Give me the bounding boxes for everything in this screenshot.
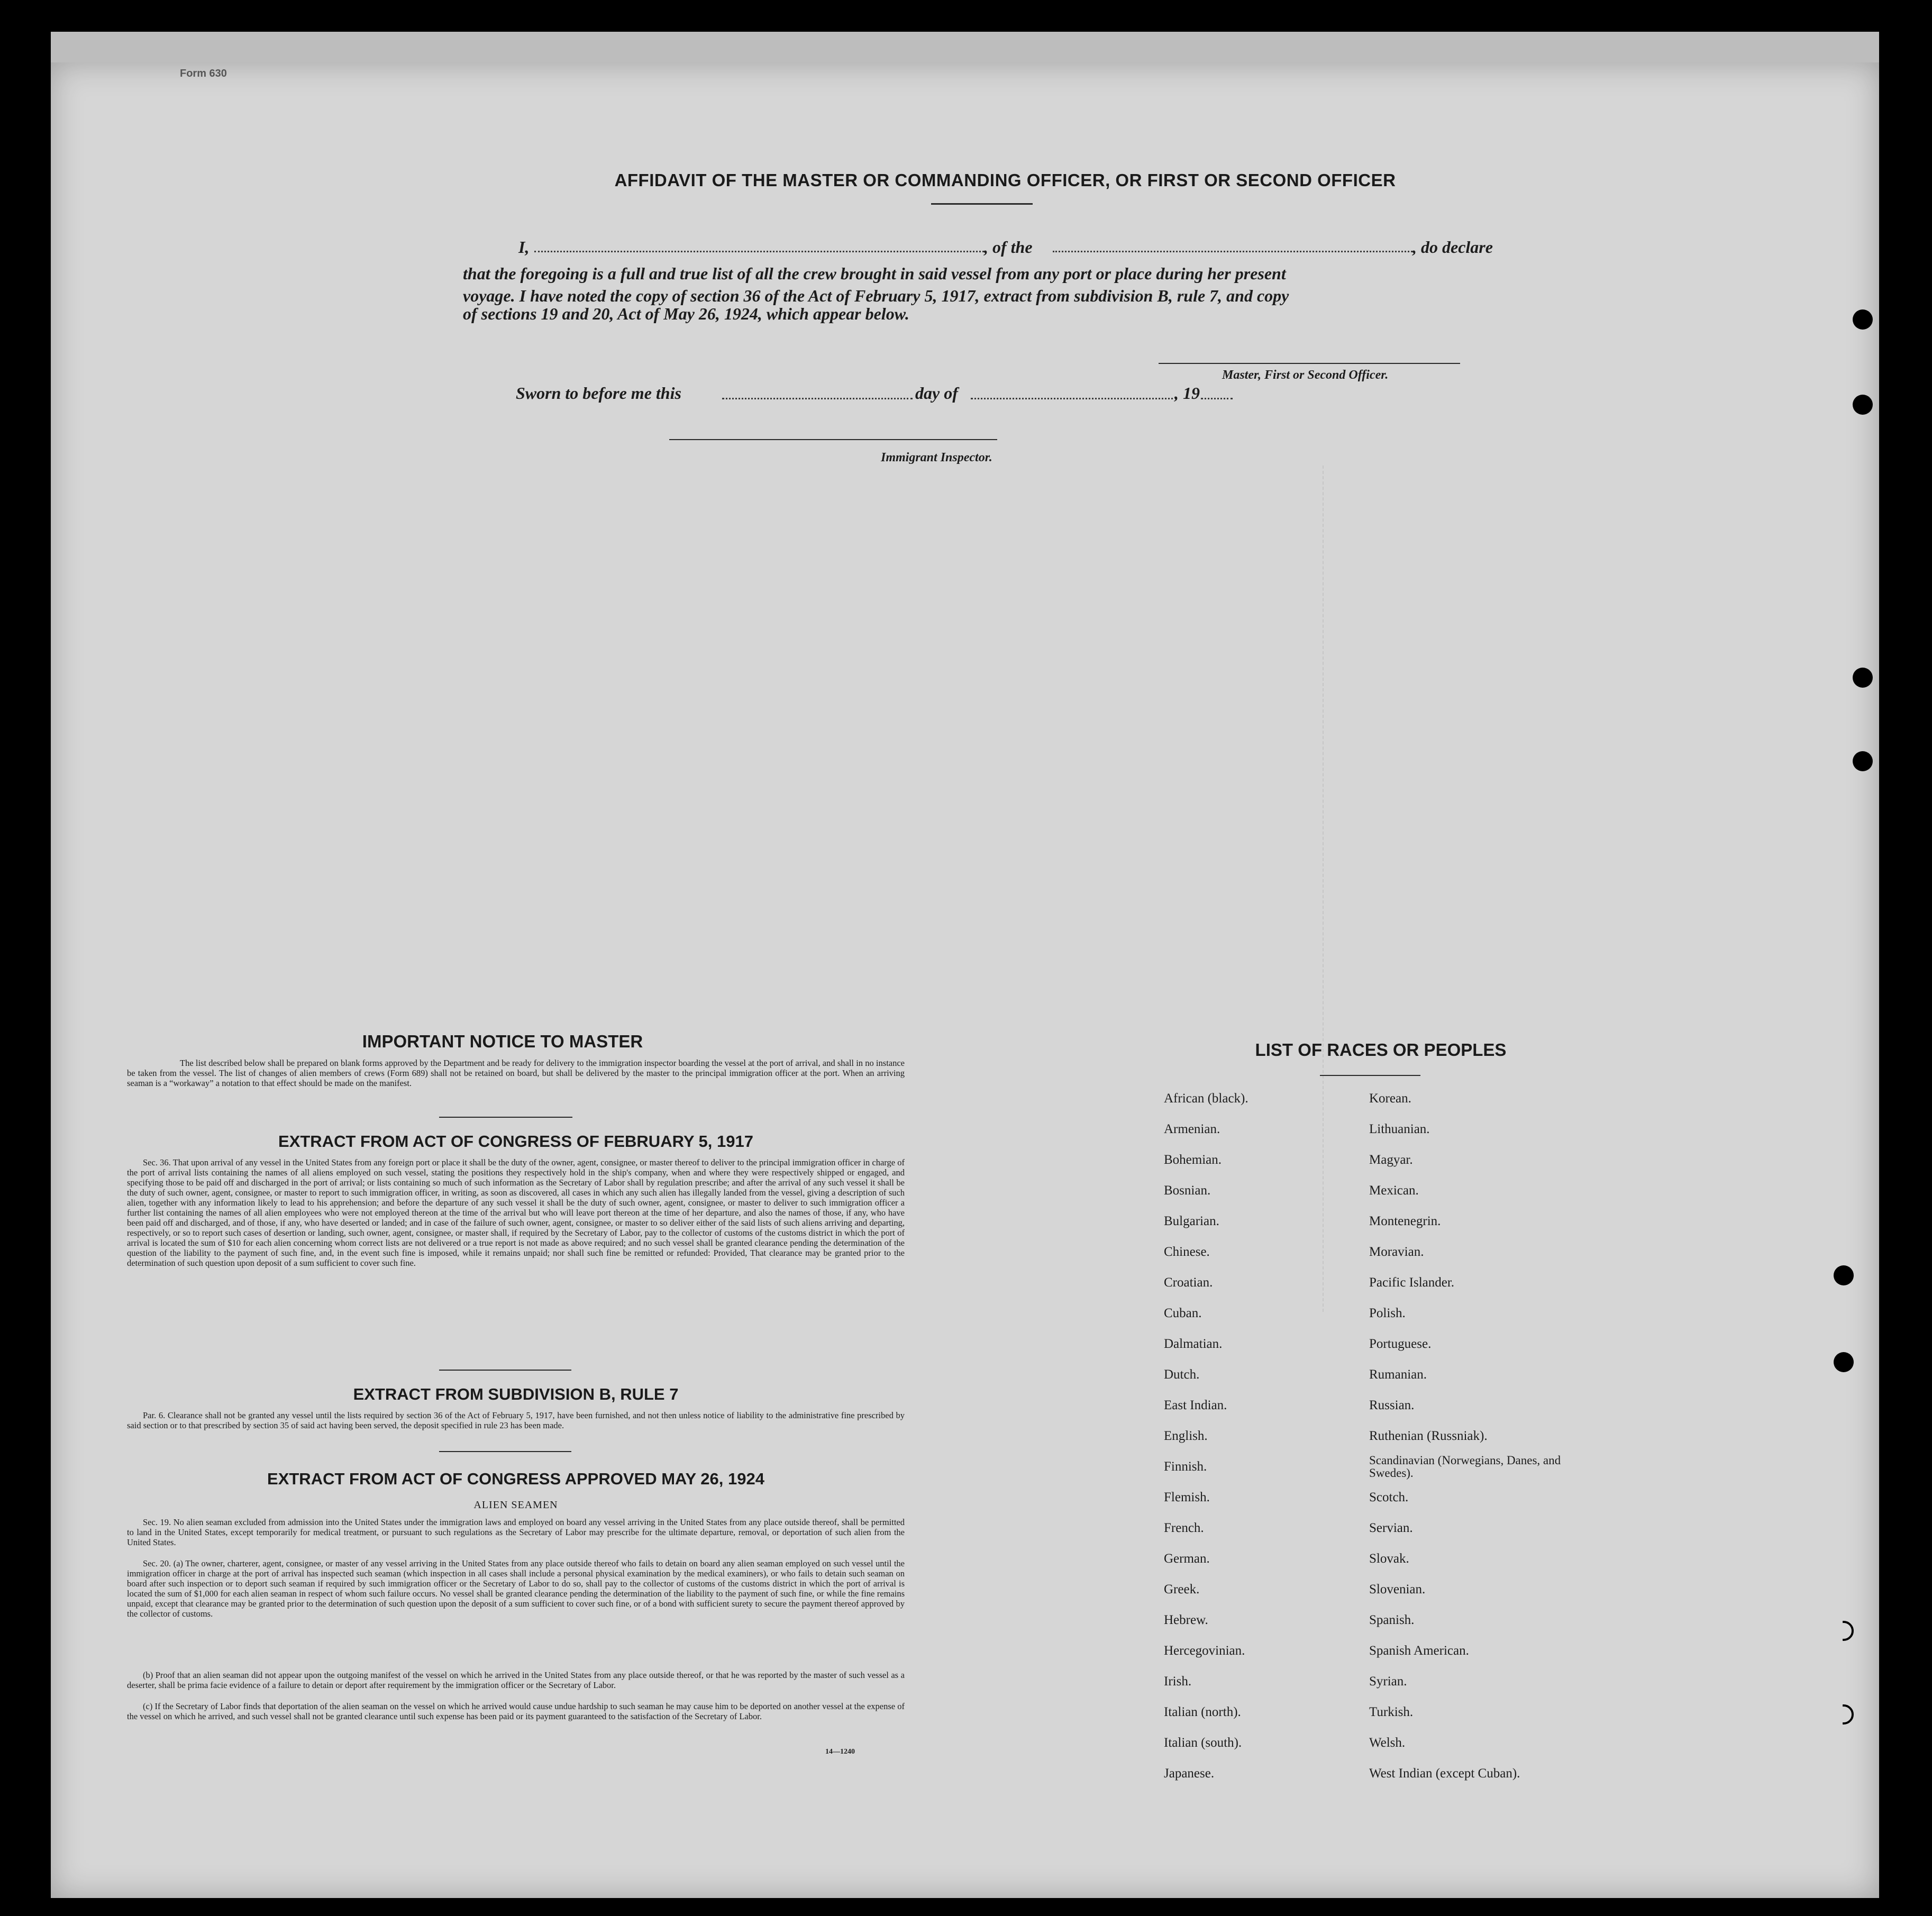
sworn-year-field[interactable]	[1201, 398, 1233, 399]
master-signature-line[interactable]	[1159, 363, 1460, 364]
sworn-day-field[interactable]	[722, 398, 913, 399]
extract-1924-title: EXTRACT FROM ACT OF CONGRESS APPROVED MAY 26, 1924	[267, 1470, 764, 1488]
races-right-column	[1369, 1083, 1581, 1789]
race-entry: German.	[1164, 1552, 1210, 1566]
punch-hole	[1853, 395, 1873, 415]
notice-text: The list described below shall be prepared on blank forms approved by the Department and be ready for delivery to the immigration inspector boarding the vessel at the port of arrival, and shall in no instance be taken from the vessel. The list of changes of alien members of crews (Form 689) shall not be retained on board, but shall be delivered by the master to the principal immigration officer at the port. When an arriving seaman is a “workaway” a notation to that effect should be made on the manifest.	[127, 1058, 905, 1088]
extract-rule7-text: Par. 6. Clearance shall not be granted any vessel until the lists required by section 36 of the Act of February 5, 1917, have been furnished, and not then unless notice of liability to the administrative fine prescribed by said section or to that prescribed by section 35 of said act having been served, the deposit specified in rule 23 has been made.	[127, 1410, 905, 1430]
race-entry: Servian.	[1369, 1521, 1413, 1535]
race-entry: Moravian.	[1369, 1245, 1424, 1259]
race-entry: Spanish.	[1369, 1613, 1415, 1627]
race-entry: Turkish.	[1369, 1705, 1414, 1719]
declaration-i: I,	[518, 238, 530, 257]
extract-1924-sec19: Sec. 19. No alien seaman excluded from admission into the United States under the immigration laws and employed on board any vessel arriving in the United States from any place outside thereof, shall be permitted to land in the United States, except temporarily for medical treatment, or pursuant to such regulations as the Secretary of Labor may prescribe for the ultimate departure, removal, or deportation of such alien from the United States.	[127, 1517, 905, 1547]
sworn-month-field[interactable]	[971, 398, 1177, 399]
form-number: Form 630	[180, 68, 227, 79]
race-entry: French.	[1164, 1521, 1204, 1535]
declaration-of-the: , of the	[984, 238, 1033, 257]
races-title: LIST OF RACES OR PEOPLES	[1255, 1040, 1507, 1060]
extract-rule7-title: EXTRACT FROM SUBDIVISION B, RULE 7	[353, 1385, 679, 1403]
page-top-edge	[51, 32, 1879, 67]
race-entry: East Indian.	[1164, 1398, 1227, 1412]
race-entry: Rumanian.	[1369, 1367, 1427, 1382]
race-entry: Korean.	[1369, 1091, 1411, 1106]
extract-1924-subtitle: ALIEN SEAMEN	[473, 1499, 558, 1511]
race-entry: Scotch.	[1369, 1490, 1409, 1504]
extract-1924-sec20c: (c) If the Secretary of Labor finds that deportation of the alien seaman on the vessel on which he arrived would cause undue hardship to such seaman he may cause him to be deported on another vessel at the expense of the vessel on which he arrived, and such vessel shall not be granted clearance until such expense has been paid or its payment guaranteed to the satisfaction of the Secretary of Labor.	[127, 1701, 905, 1721]
inspector-caption: Immigrant Inspector.	[881, 451, 992, 464]
divider-2	[439, 1370, 571, 1371]
race-entry: West Indian (except Cuban).	[1369, 1766, 1520, 1781]
race-entry: Japanese.	[1164, 1766, 1215, 1781]
race-entry: Bulgarian.	[1164, 1214, 1219, 1228]
race-entry: Slovenian.	[1369, 1582, 1426, 1596]
race-entry: Lithuanian.	[1369, 1122, 1430, 1136]
affidavit-title: AFFIDAVIT OF THE MASTER OR COMMANDING OFFICER, OR FIRST OR SECOND OFFICER	[614, 170, 1396, 190]
punch-hole	[1834, 1265, 1854, 1285]
race-entry: Flemish.	[1164, 1490, 1210, 1504]
race-entry: Portuguese.	[1369, 1337, 1432, 1351]
sworn-label: Sworn to before me this	[516, 384, 681, 403]
punch-hole	[1853, 668, 1873, 688]
race-entry: Welsh.	[1369, 1736, 1406, 1750]
divider-3	[439, 1451, 571, 1452]
race-entry: English.	[1164, 1429, 1208, 1443]
race-entry: Russian.	[1369, 1398, 1415, 1412]
race-entry: African (black).	[1164, 1091, 1248, 1106]
declaration-line-1: that the foregoing is a full and true list of all the crew brought in said vessel from any port or place during her present	[463, 264, 1286, 283]
race-entry: Syrian.	[1369, 1674, 1407, 1689]
race-entry: Scandinavian (Norwegians, Danes, and Swedes).	[1369, 1454, 1561, 1480]
punch-hole	[1834, 1352, 1854, 1372]
race-entry: Italian (south).	[1164, 1736, 1242, 1750]
race-entry: Magyar.	[1369, 1153, 1413, 1167]
extract-1917-title: EXTRACT FROM ACT OF CONGRESS OF FEBRUARY 5, 1917	[278, 1132, 753, 1151]
race-entry: Dalmatian.	[1164, 1337, 1223, 1351]
race-entry: Bosnian.	[1164, 1183, 1211, 1198]
declaration-line-2: voyage. I have noted the copy of section 36 of the Act of February 5, 1917, extract from subdivision B, rule 7, and copy	[463, 286, 1289, 305]
race-entry: Ruthenian (Russniak).	[1369, 1429, 1488, 1443]
race-entry: Hercegovinian.	[1164, 1644, 1245, 1658]
race-entry: Chinese.	[1164, 1245, 1210, 1259]
divider-1	[439, 1117, 572, 1118]
day-of-label: day of	[915, 384, 958, 403]
print-code: 14—1240	[825, 1748, 855, 1756]
race-entry: Pacific Islander.	[1369, 1275, 1455, 1290]
inspector-signature-line[interactable]	[669, 439, 997, 440]
master-signature-caption: Master, First or Second Officer.	[1222, 368, 1389, 382]
race-entry: Irish.	[1164, 1674, 1192, 1689]
year-label: , 19	[1174, 384, 1200, 403]
extract-1917-text: Sec. 36. That upon arrival of any vessel in the United States from any foreign port or place it shall be the duty of the owner, agent, consignee, or master thereof to deliver to the principal immigration officer in charge of the port of arrival lists containing the names of all aliens employed on such vessel, stating the positions they respectively hold in the ship's company, when and where they were respectively shipped or engaged, and specifying those to be paid off and discharged in the port of arrival; or lists containing so much of such information as the Secretary of Labor shall by regulation prescribe; and after the arrival of any such vessel it shall be the duty of such owner, agent, consignee, or master to report to such immigration officer, in writing, as soon as discovered, all cases in which any such alien has illegally landed from the vessel, giving a description of such alien, together with any information likely to lead to his apprehension; and before the departure of any such vessel it shall be the duty of such owner, agent, consignee, or master to deliver to such immigration officer a further list containing the names of all alien employees who were not employed thereon at the time of the arrival but who will leave port thereon at the time of her departure, and also the names of those, if any, who have been paid off and discharged, and of those, if any, who have deserted or landed; and in case of the failure of such owner, agent, consignee, or master to so deliver either of the said lists of such aliens arriving and departing, respectively, or so to report such cases of desertion or landing, such owner, agent, consignee, or master shall, if required by the Secretary of Labor, pay to the collector of customs of the customs district in which the port of arrival is located the sum of $10 for each alien concerning whom correct lists are not delivered or a true report is not made as above required; and no such vessel shall be granted clearance pending the determination of the question of the liability to the payment of such fine, and, in the event such fine is imposed, while it remains unpaid; nor shall such fine be remitted or refunded: Provided, That clearance may be granted prior to the determination of such question upon deposit of a sum sufficient to cover such fine.	[127, 1157, 905, 1268]
declaration-do-declare: , do declare	[1412, 238, 1493, 257]
race-entry: Bohemian.	[1164, 1153, 1222, 1167]
punch-hole	[1853, 309, 1873, 330]
race-entry: Slovak.	[1369, 1552, 1409, 1566]
extract-1924-sec20a: Sec. 20. (a) The owner, charterer, agent, consignee, or master of any vessel arriving in the United States from any place outside thereof who fails to detain on board any alien seaman employed on such vessel until the immigration officer in charge at the port of arrival has inspected such seaman (which inspection in all cases shall include a personal physical examination by the medical examiners), or who fails to detain such seaman on board after such inspection or to deport such seaman if required by such immigration officer or the Secretary of Labor to do so, shall pay to the collector of customs of the customs district in which the port of arrival is located the sum of $1,000 for each alien seaman in respect of whom such failure occurs. No vessel shall be granted clearance pending the determination of the liability to the payment of such fine, or while the fine remains unpaid, except that clearance may be granted prior to the determination of such question upon the deposit of a sum sufficient to cover such fine, or of a bond with sufficient surety to secure the payment thereof approved by the collector of customs.	[127, 1558, 905, 1619]
race-entry: Hebrew.	[1164, 1613, 1208, 1627]
race-entry: Dutch.	[1164, 1367, 1200, 1382]
race-entry: Armenian.	[1164, 1122, 1220, 1136]
race-entry: Croatian.	[1164, 1275, 1213, 1290]
race-entry: Montenegrin.	[1369, 1214, 1441, 1228]
race-entry: Cuban.	[1164, 1306, 1202, 1320]
title-underline	[931, 203, 1033, 205]
vessel-field[interactable]	[1053, 251, 1412, 252]
races-title-underline	[1320, 1075, 1420, 1076]
notice-title: IMPORTANT NOTICE TO MASTER	[362, 1032, 643, 1051]
race-entry: Mexican.	[1369, 1183, 1419, 1198]
punch-hole	[1853, 751, 1873, 771]
races-left-column	[1164, 1083, 1354, 1789]
race-entry: Finnish.	[1164, 1459, 1207, 1474]
race-entry: Polish.	[1369, 1306, 1406, 1320]
race-entry: Spanish American.	[1369, 1644, 1469, 1658]
race-entry: Italian (north).	[1164, 1705, 1241, 1719]
extract-1924-sec20b: (b) Proof that an alien seaman did not appear upon the outgoing manifest of the vessel on which he arrived in the United States from any place outside thereof, or that he was reported by the master of such vessel as a deserter, shall be prima facie evidence of a failure to detain or deport after requirement by the immigration officer or the Secretary of Labor.	[127, 1670, 905, 1690]
name-field[interactable]	[534, 251, 984, 252]
race-entry: Greek.	[1164, 1582, 1200, 1596]
declaration-line-3: of sections 19 and 20, Act of May 26, 1924, which appear below.	[463, 304, 909, 323]
